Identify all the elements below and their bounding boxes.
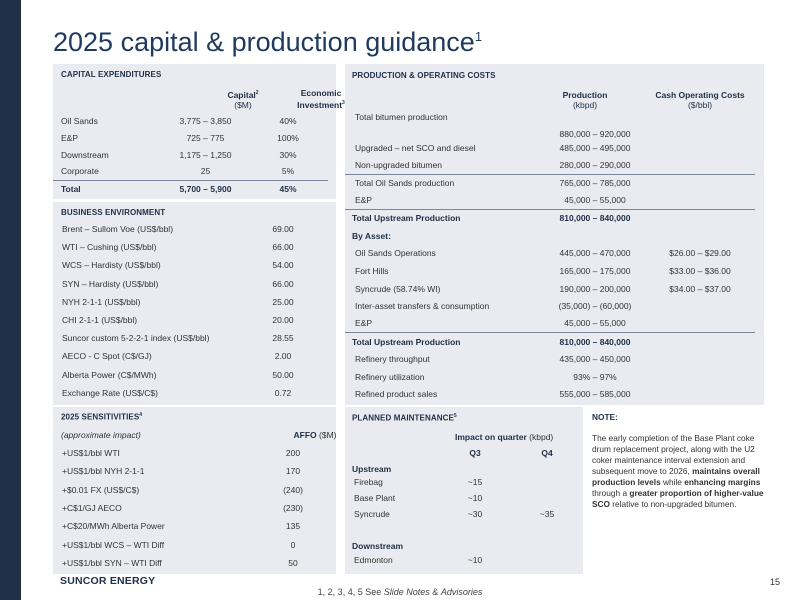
table-row [53, 329, 328, 347]
row-value: 28.55 [272, 333, 294, 344]
table-row [53, 311, 328, 329]
table-row [53, 112, 328, 129]
table-row [53, 554, 328, 572]
cost-value [645, 350, 755, 368]
production-value: 485,000 – 495,000 [559, 142, 631, 153]
table-row [345, 262, 755, 280]
production-value: 45,000 – 55,000 [564, 318, 626, 329]
row-value: 25.00 [272, 296, 294, 307]
maintenance-q3-value: ~10 [467, 493, 483, 503]
row-value: 50.00 [272, 369, 294, 380]
row-label: E&P [355, 318, 373, 329]
table-row-total [53, 180, 328, 197]
maintenance-asset: Base Plant [354, 493, 396, 503]
maintenance-downstream-rows [345, 555, 583, 571]
table-row [345, 315, 755, 333]
table-row [345, 112, 755, 139]
row-label: Syncrude (58.74% WI) [355, 283, 441, 294]
production-value [545, 227, 645, 245]
table-row [53, 129, 328, 146]
maintenance-q4: Q4 [541, 448, 553, 458]
row-label: CHI 2-1-1 (US$/bbl) [62, 315, 138, 326]
table-row [53, 517, 328, 535]
cost-value [645, 192, 755, 210]
business-panel [53, 202, 336, 405]
table-row [53, 366, 328, 384]
row-label: Total Upstream Production [345, 209, 545, 227]
sensitivities-subhead: (approximate impact) [61, 430, 141, 440]
row-label: Upgraded – net SCO and diesel [355, 142, 476, 153]
cost-value: $26.00 – $29.00 [669, 248, 731, 259]
row-label: Corporate [61, 166, 99, 177]
table-row [345, 227, 755, 245]
table-row [53, 146, 328, 163]
cost-value [645, 333, 755, 351]
note-heading: NOTE: [592, 412, 618, 422]
row-value: (240) [283, 484, 303, 495]
row-label: Refined product sales [355, 389, 438, 400]
table-row [345, 368, 755, 386]
row-label: Refinery throughput [355, 353, 430, 364]
table-row [345, 157, 755, 175]
cost-value [645, 297, 755, 315]
econ-value: 30% [279, 149, 297, 160]
table-row [53, 481, 328, 499]
capex-col-capital: Capital$^2$ ($M) [227, 89, 259, 110]
note-text: The early completion of the Base Plant coke drum replacement project, along with the U2 coker maintenance interval extension and subsequent move to 2026, maintains overall production levels while enhancing margins through a greater proportion of higher-value SCO relative to non-upgraded bitumen. [592, 433, 764, 509]
row-label: Total Upstream Production [345, 333, 545, 351]
maintenance-impact-label: Impact on quarter (kbpd) [455, 432, 554, 442]
row-value: 54.00 [272, 260, 294, 271]
sensitivities-heading: 2025 SENSITIVITIES$^4$ [61, 412, 143, 422]
row-label: +C$20/MWh Alberta Power [62, 521, 165, 532]
table-row [53, 256, 328, 274]
table-row [345, 297, 755, 315]
cost-value [645, 315, 755, 333]
production-value: 810,000 – 840,000 [545, 209, 645, 227]
production-value: 765,000 – 785,000 [545, 174, 645, 192]
capex-panel [53, 64, 345, 199]
footnote-reference: 1, 2, 3, 4, 5 See Slide Notes & Advisories [317, 587, 483, 597]
table-row [345, 139, 755, 157]
sensitivities-panel [53, 407, 336, 574]
cost-value [645, 368, 755, 386]
row-label: Total [53, 180, 163, 197]
row-label: +C$1/GJ AECO [62, 503, 122, 514]
row-label: +US$1/bbl WTI [62, 448, 120, 459]
production-value: 880,000 – 920,000 [559, 129, 631, 139]
maintenance-row [345, 477, 583, 493]
row-label: Alberta Power (C$/MWh) [62, 369, 157, 380]
maintenance-row [345, 493, 583, 509]
cost-value: $33.00 – $36.00 [669, 265, 731, 276]
production-value: (35,000) – (60,000) [558, 301, 632, 312]
row-value: (230) [283, 503, 303, 514]
row-label: Suncor custom 5-2-2-1 index (US$/bbl) [62, 333, 210, 344]
cost-value [645, 209, 755, 227]
table-row [345, 245, 755, 263]
table-row [345, 280, 755, 298]
left-accent-bar [0, 0, 21, 600]
capital-value: 5,700 – 5,900 [163, 180, 248, 197]
maintenance-q3-value: ~10 [467, 555, 483, 565]
row-value: 66.00 [272, 242, 294, 253]
row-value: 69.00 [272, 224, 294, 235]
row-value: 135 [285, 521, 301, 532]
table-row [53, 384, 328, 402]
row-label: E&P [61, 132, 79, 143]
econ-value: 45% [248, 180, 328, 197]
page-number: 15 [770, 577, 781, 587]
row-label: +US$1/bbl WCS – WTI Diff [62, 539, 165, 550]
production-value: 190,000 – 200,000 [559, 283, 631, 294]
row-label: +US$1/bbl SYN – WTI Diff [62, 557, 162, 568]
business-heading: BUSINESS ENVIRONMENT [61, 208, 166, 217]
maintenance-asset: Syncrude [354, 509, 390, 519]
production-value: 165,000 – 175,000 [559, 265, 631, 276]
capital-value: 3,775 – 3,850 [179, 115, 232, 126]
table-row [345, 385, 755, 403]
table-row [53, 163, 328, 180]
cost-value [645, 174, 755, 192]
econ-value: 5% [281, 166, 295, 177]
capex-col-econ: Economic Investment$^3$ [297, 88, 345, 110]
row-label: Oil Sands Operations [355, 248, 436, 259]
capital-value: 25 [200, 166, 211, 177]
row-label: +US$1/bbl NYH 2-1-1 [62, 466, 145, 477]
table-row [345, 174, 755, 192]
maintenance-asset: Firebag [354, 477, 383, 487]
table-row [53, 238, 328, 256]
table-row [53, 444, 328, 462]
table-row [345, 333, 755, 351]
row-label: WTI – Cushing (US$/bbl) [62, 242, 157, 253]
cost-value [645, 112, 755, 139]
suncor-logo-text: SUNCOR ENERGY [60, 575, 156, 587]
capital-value: 1,175 – 1,250 [179, 149, 232, 160]
row-label: Brent – Sullom Voe (US$/bbl) [62, 224, 174, 235]
row-value: 170 [285, 466, 301, 477]
production-value: 435,000 – 450,000 [559, 353, 631, 364]
cost-value [645, 157, 755, 175]
row-label: Oil Sands [61, 115, 98, 126]
row-label: NYH 2-1-1 (US$/bbl) [62, 296, 141, 307]
table-row [53, 275, 328, 293]
row-value: 200 [285, 448, 301, 459]
capex-table [53, 112, 328, 197]
maintenance-downstream-label: Downstream [352, 541, 404, 551]
production-value: 280,000 – 290,000 [559, 160, 631, 171]
econ-value: 100% [277, 132, 299, 143]
cost-value [645, 385, 755, 403]
maintenance-upstream-label: Upstream [352, 464, 392, 474]
row-label: Non-upgraded bitumen [355, 160, 442, 171]
table-row [53, 535, 328, 553]
capital-value: 725 – 775 [186, 132, 225, 143]
page-title: 2025 capital & production guidance$^1$ [53, 27, 483, 57]
row-label: AECO - C Spot (C$/GJ) [62, 351, 152, 362]
production-value: 93% – 97% [573, 371, 617, 382]
maintenance-q3: Q3 [469, 448, 481, 458]
maintenance-upstream-rows [345, 477, 583, 525]
table-row [345, 350, 755, 368]
row-value: 66.00 [272, 278, 294, 289]
table-row [53, 293, 328, 311]
note-box [592, 412, 764, 510]
row-value: 0.72 [274, 387, 292, 398]
econ-value: 40% [279, 115, 297, 126]
production-value: 445,000 – 470,000 [559, 248, 631, 259]
cost-value [645, 227, 755, 245]
production-value: 810,000 – 840,000 [545, 333, 645, 351]
row-label: Total Oil Sands production [345, 174, 545, 192]
production-panel [345, 64, 764, 405]
table-row [53, 462, 328, 480]
maintenance-heading: PLANNED MAINTENANCE$^5$ [352, 413, 457, 423]
cost-value [645, 139, 755, 157]
row-label: E&P [355, 195, 373, 206]
row-value: 0 [290, 539, 296, 550]
row-value: 20.00 [272, 315, 294, 326]
table-row [53, 499, 328, 517]
production-value: 555,000 – 585,000 [559, 389, 631, 400]
maintenance-row [345, 509, 583, 525]
maintenance-row [345, 555, 583, 571]
maintenance-q3-value: ~15 [467, 477, 483, 487]
production-table [345, 112, 755, 403]
row-label: Total bitumen production [355, 112, 448, 122]
row-label: Exchange Rate (US$/C$) [62, 387, 158, 398]
maintenance-panel [345, 407, 583, 574]
row-label: WCS – Hardisty (US$/bbl) [62, 260, 161, 271]
maintenance-q3-value: ~30 [467, 509, 483, 519]
production-value: 45,000 – 55,000 [564, 195, 626, 206]
table-row [345, 192, 755, 210]
row-label: Inter-asset transfers & consumption [355, 301, 490, 312]
production-heading: PRODUCTION & OPERATING COSTS [352, 71, 496, 80]
row-label: +$0.01 FX (US$/C$) [62, 484, 140, 495]
row-label: Refinery utilization [355, 371, 425, 382]
business-table [53, 220, 328, 402]
table-row [345, 209, 755, 227]
row-value: 2.00 [274, 351, 292, 362]
row-value: 50 [288, 557, 298, 568]
row-label: By Asset: [352, 230, 391, 241]
row-label: Downstream [61, 149, 109, 160]
sensitivities-table [53, 444, 328, 572]
row-label: SYN – Hardisty (US$/bbl) [62, 278, 159, 289]
capex-heading: CAPITAL EXPENDITURES [61, 70, 162, 79]
sensitivities-col-affo: AFFO ($M) [293, 430, 337, 440]
maintenance-q4-value: ~35 [539, 509, 555, 519]
table-row [53, 220, 328, 238]
production-col-prod: Production (kbpd) [562, 90, 608, 110]
cost-value: $34.00 – $37.00 [669, 283, 731, 294]
maintenance-asset: Edmonton [354, 555, 393, 565]
table-row [53, 347, 328, 365]
row-label: Fort Hills [355, 265, 389, 276]
production-col-cost: Cash Operating Costs ($/bbl) [655, 90, 745, 110]
